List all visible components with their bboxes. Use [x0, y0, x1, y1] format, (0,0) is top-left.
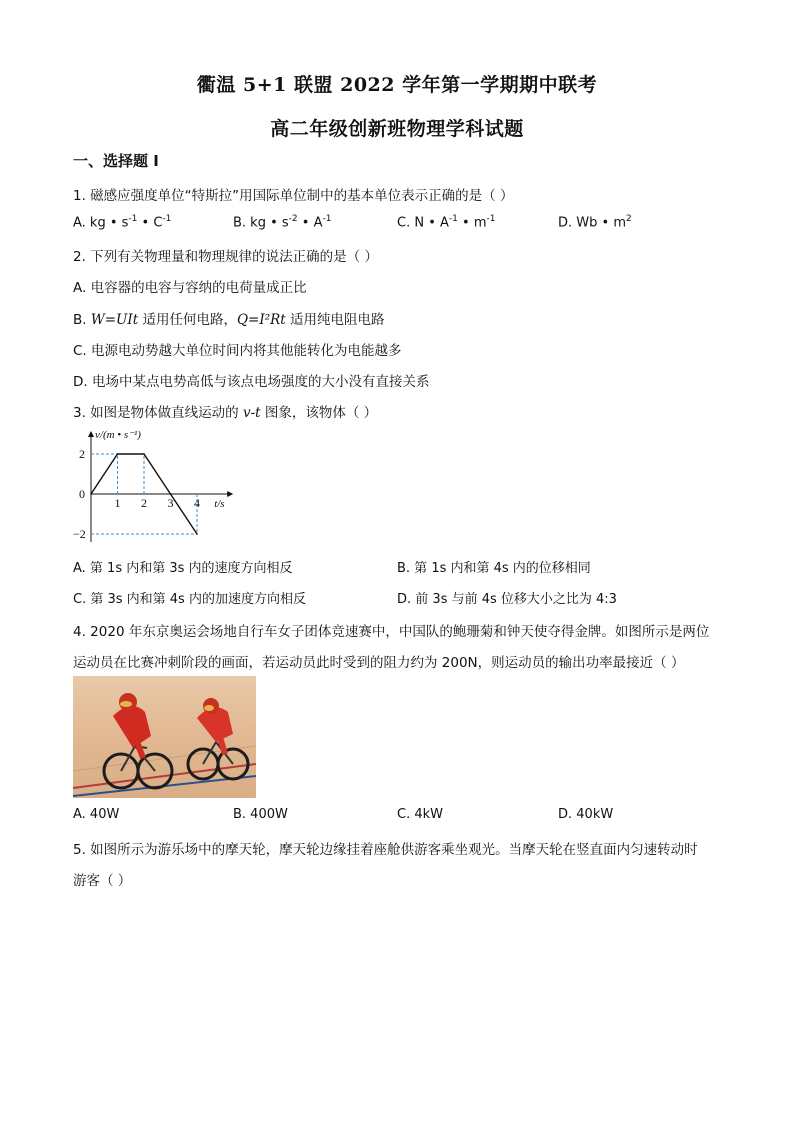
q3-option-c: C. 第 3s 内和第 4s 内的加速度方向相反 — [73, 592, 306, 607]
q2-option-b — [73, 308, 385, 328]
q4-stem-line1: 4. 2020 年东京奥运会场地自行车女子团体竞速赛中，中国队的鲍珊菊和钟天使夺得金牌。如图所示是两位 — [73, 624, 710, 640]
x-tick-4: 4 — [194, 496, 200, 510]
q2-stem: 2. 下列有关物理量和物理规律的说法正确的是（ ） — [73, 249, 378, 265]
y-tick-neg2: −2 — [73, 527, 86, 541]
q2-b-mid: 适用任何电路， — [138, 312, 237, 328]
x-axis-label: t/s — [214, 498, 225, 510]
q4-option-d: D. 40kW — [558, 807, 614, 822]
vt-point-0 — [90, 493, 92, 495]
y-tick-2: 2 — [79, 447, 85, 461]
q2-formula-1: W=UIt — [90, 312, 139, 328]
q2-b-prefix: B. — [73, 312, 91, 328]
x-tick-1: 1 — [114, 496, 121, 510]
q4-stem-line2: 运动员在比赛冲刺阶段的画面，若运动员此时受到的阻力约为 200N，则运动员的输出功率最接近（ ） — [73, 655, 685, 671]
q4-option-a: A. 40W — [73, 807, 120, 822]
exam-title: 衢温 5+1 联盟 2022 学年第一学期期中联考 — [196, 74, 598, 96]
y-axis-label: v/(m • s⁻¹) — [95, 429, 141, 441]
q1-stem: 1. 磁感应强度单位“特斯拉”用国际单位制中的基本单位表示正确的是（ ） — [73, 188, 514, 204]
q3-stem-var: v-t — [242, 405, 261, 421]
exam-subtitle: 高二年级创新班物理学科试题 — [270, 118, 524, 140]
q1-option-d: D. Wb • $m^2$ — [558, 214, 632, 231]
q2-option-a: A. 电容器的电容与容纳的电荷量成正比 — [73, 280, 307, 296]
q2-option-d: D. 电场中某点电势高低与该点电场强度的大小没有直接关系 — [73, 374, 430, 390]
q4-option-c: C. 4kW — [397, 807, 443, 822]
q3-stem-pre: 3. 如图是物体做直线运动的 — [73, 405, 243, 421]
x-tick-3: 3 — [167, 496, 174, 510]
q1-option-b: B. kg • $s^{-2}$ • $A^{-1}$ — [233, 214, 332, 231]
q1-option-a: A. kg • $s^{-1}$ • $C^{-1}$ — [73, 214, 172, 231]
x-tick-2: 2 — [141, 496, 147, 510]
vt-point-3 — [170, 493, 172, 495]
cycling-illustration — [73, 676, 256, 798]
q1-option-c: C. N • $A^{-1}$ • $m^{-1}$ — [397, 214, 496, 231]
vt-chart — [73, 428, 243, 546]
q5-stem-line1: 5. 如图所示为游乐场中的摩天轮，摩天轮边缘挂着座舱供游客乘坐观光。当摩天轮在竖直面内匀速转动时 — [73, 842, 698, 858]
cycling-photo — [73, 676, 256, 798]
q2-formula-2: Q=I²Rt — [236, 312, 286, 328]
q3-stem — [73, 401, 377, 421]
q3-option-b: B. 第 1s 内和第 4s 内的位移相同 — [397, 561, 591, 576]
origin-label: 0 — [79, 487, 85, 501]
vt-point-2 — [143, 453, 145, 455]
q2-option-c: C. 电源电动势越大单位时间内将其他能转化为电能越多 — [73, 343, 402, 359]
vt-point-1 — [117, 453, 119, 455]
section-heading: 一、选择题 I — [73, 152, 159, 170]
vt-point-4 — [196, 533, 198, 535]
q3-stem-post: 图象，该物体（ ） — [260, 405, 378, 421]
q2-b-suffix: 适用纯电阻电路 — [285, 312, 385, 328]
q3-option-d: D. 前 3s 与前 4s 位移大小之比为 4:3 — [397, 592, 617, 607]
q3-option-a: A. 第 1s 内和第 3s 内的速度方向相反 — [73, 561, 293, 576]
q4-option-b: B. 400W — [233, 807, 288, 822]
q5-stem-line2: 游客（ ） — [73, 873, 132, 889]
